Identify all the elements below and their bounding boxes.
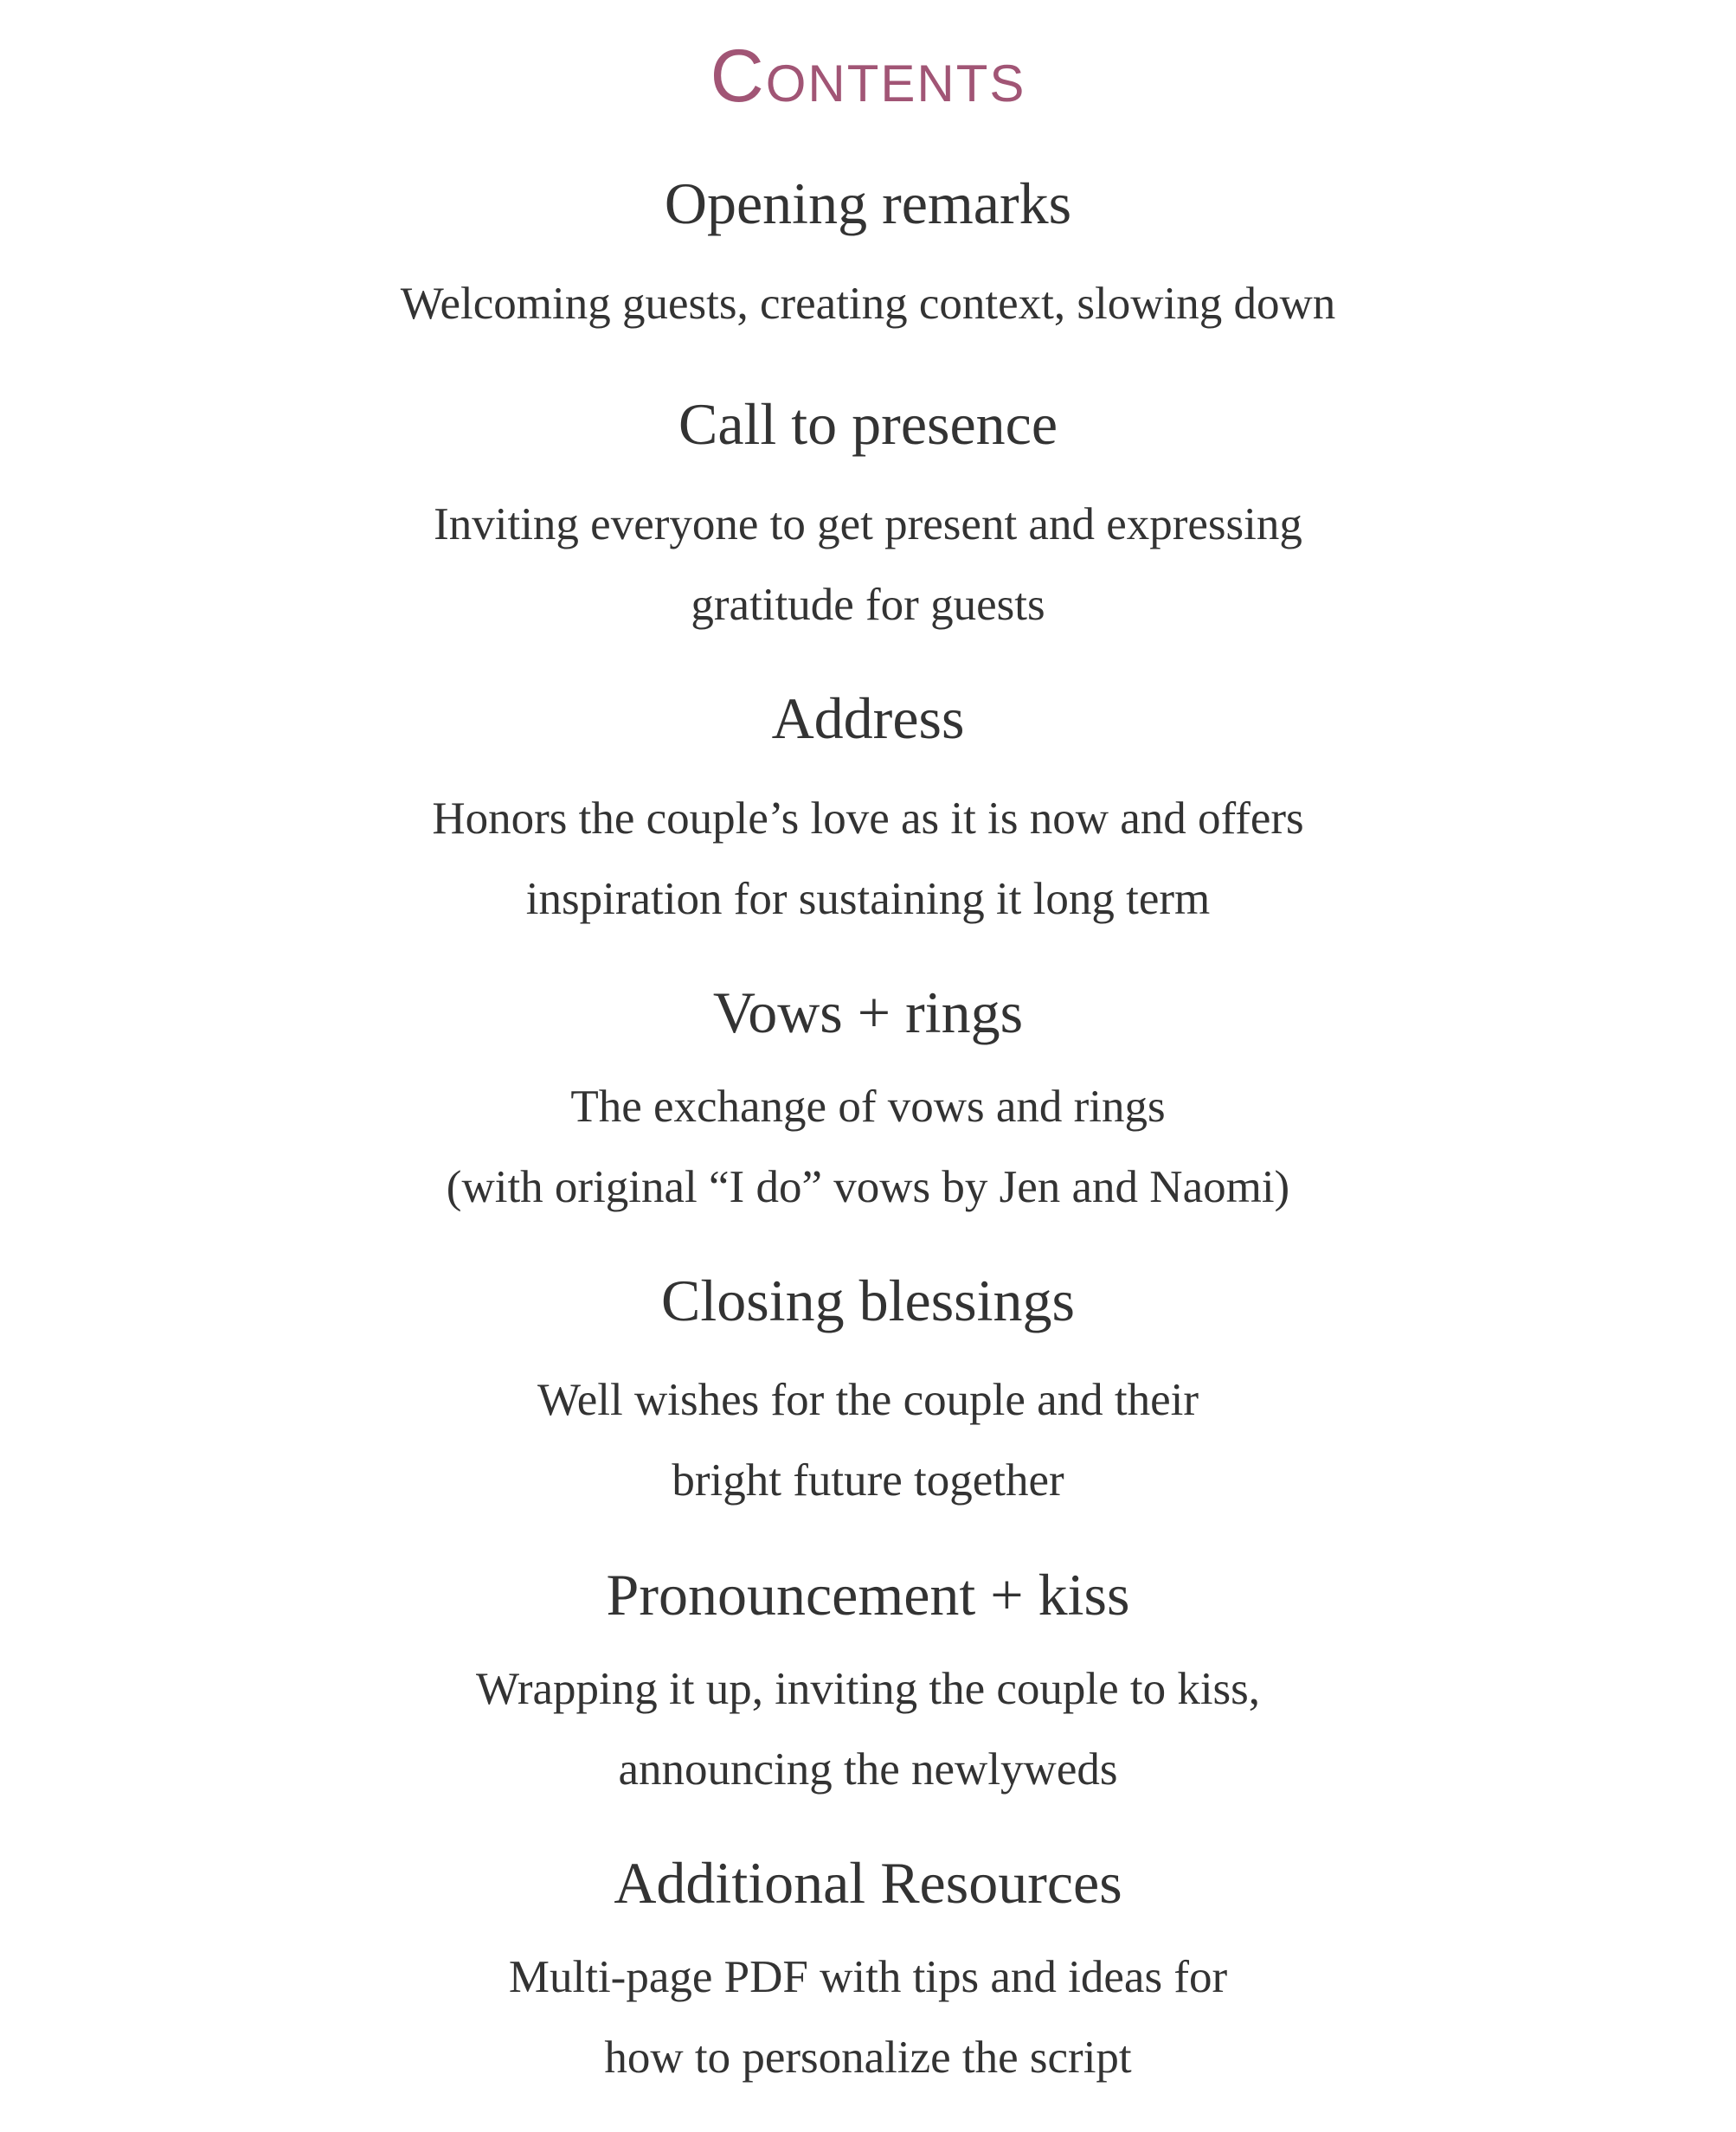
- description-line: announcing the newlyweds: [618, 1744, 1118, 1795]
- section-heading-call-to-presence: Call to presence: [678, 391, 1058, 457]
- description-line: Inviting everyone to get present and expressing: [434, 499, 1302, 549]
- description-line: The exchange of vows and rings: [570, 1082, 1166, 1132]
- description-line: bright future together: [672, 1455, 1064, 1506]
- description-line: Multi-page PDF with tips and ideas for: [508, 1952, 1228, 2002]
- description-line: Honors the couple’s love as it is now and offers: [432, 793, 1304, 844]
- section-description-closing-blessings: [0, 1360, 1736, 1521]
- section-heading-pronouncement-kiss: Pronouncement + kiss: [606, 1562, 1130, 1628]
- section-description-address: [0, 779, 1736, 940]
- description-line: inspiration for sustaining it long term: [525, 874, 1211, 924]
- section-heading-closing-blessings: Closing blessings: [661, 1268, 1075, 1333]
- section-description-pronouncement-kiss: [0, 1649, 1736, 1810]
- description-line: (with original “I do” vows by Jen and Naomi): [446, 1162, 1290, 1212]
- section-heading-vows-rings: Vows + rings: [712, 979, 1024, 1045]
- description-line: Welcoming guests, creating context, slowing down: [400, 279, 1336, 329]
- section-heading-address: Address: [771, 685, 965, 751]
- section-heading-opening-remarks: Opening remarks: [664, 170, 1072, 236]
- section-description-additional-resources: [0, 1937, 1736, 2098]
- section-description-opening-remarks: [0, 264, 1736, 344]
- page-title: Contents: [710, 35, 1026, 118]
- description-line: how to personalize the script: [604, 2032, 1132, 2083]
- description-line: Wrapping it up, inviting the couple to kiss,: [475, 1664, 1261, 1714]
- section-heading-additional-resources: Additional Resources: [614, 1850, 1122, 1916]
- description-line: gratitude for guests: [691, 580, 1045, 630]
- description-line: Well wishes for the couple and their: [537, 1375, 1199, 1425]
- section-description-vows-rings: [0, 1067, 1736, 1228]
- section-description-call-to-presence: [0, 485, 1736, 645]
